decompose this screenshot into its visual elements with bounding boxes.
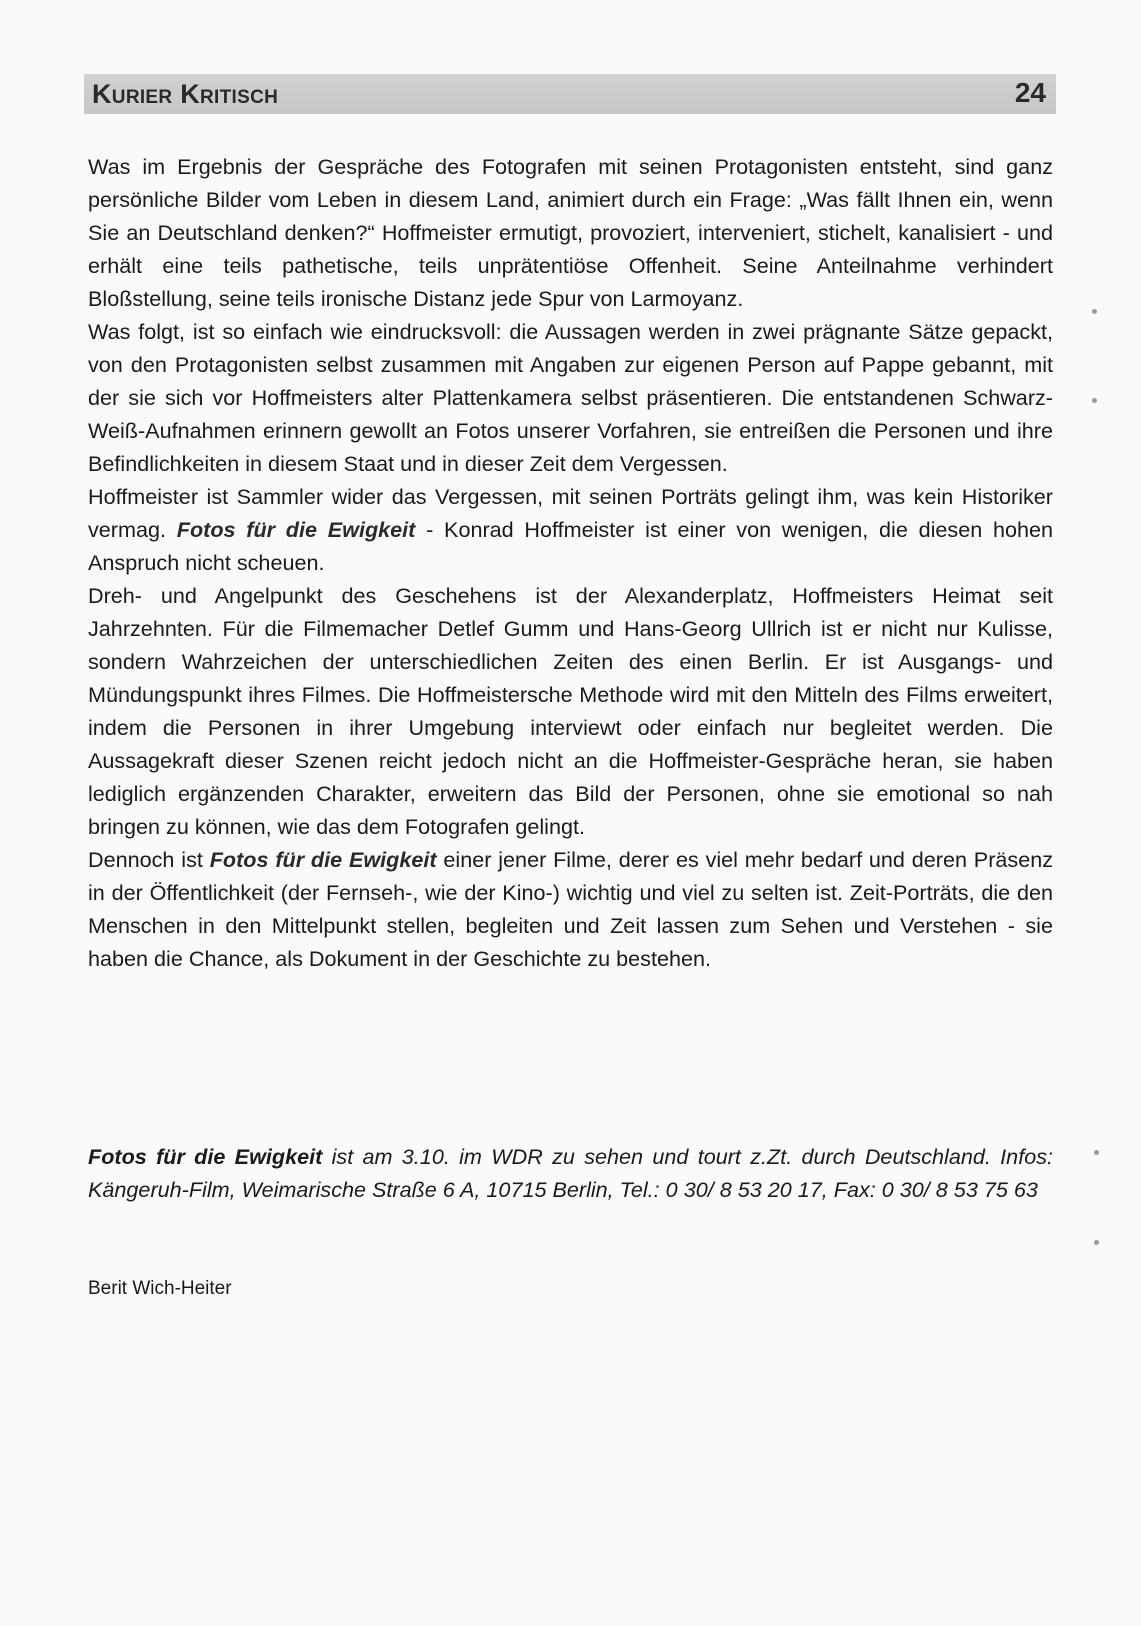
film-title: Fotos für die Ewigkeit bbox=[88, 1144, 323, 1169]
paragraph-1: Was im Ergebnis der Gespräche des Fotografen mit seinen Protagonisten entsteht, sind ganz persönliche Bilder vom Leben in diesem Land, animiert durch ein Frage: „Was fällt Ihnen ein, wenn Sie an Deutschland denken?“ Hoffmeister ermutigt, provoziert, interveniert, stichelt, kanalisiert - und erhält eine teils pathetische, teils unprätentiöse Offenheit. Seine Anteilnahme verhindert Bloßstellung, seine teils ironische Distanz jede Spur von Larmoyanz. bbox=[88, 154, 1053, 311]
scan-speck bbox=[1092, 309, 1097, 314]
film-title: Fotos für die Ewigkeit bbox=[176, 517, 416, 542]
page-number: 24 bbox=[1014, 77, 1046, 108]
author-byline: Berit Wich-Heiter bbox=[88, 1278, 232, 1299]
scan-speck bbox=[1094, 1240, 1099, 1245]
film-title: Fotos für die Ewigkeit bbox=[209, 847, 437, 872]
section-title: Kurier Kritisch bbox=[92, 79, 279, 109]
article-body bbox=[88, 150, 1053, 975]
scan-speck bbox=[1092, 398, 1097, 403]
paragraph-3-text-before: Hoffmeister ist Sammler wider das Vergessen, mit seinen Porträts gelingt ihm, was kein Historiker vermag. bbox=[88, 484, 1053, 542]
screening-info-text: ist am 3.10. im WDR zu sehen und tourt z.Zt. durch Deutschland. Infos: Kängeruh-Film, Weimarische Straße 6 A, 10715 Berlin, Tel.: 0 30/ 8 53 20 17, Fax: 0 30/ 8 53 75 63 bbox=[88, 1144, 1053, 1202]
paragraph-5-text-after: einer jener Filme, derer es viel mehr bedarf und deren Präsenz in der Öffentlichkeit (der Fernseh-, wie der Kino-) wichtig und viel zu selten ist. Zeit-Porträts, die den Menschen in den Mittelpunkt stellen, begleiten und Zeit lassen zum Sehen und Verstehen - sie haben die Chance, als Dokument in der Geschichte zu bestehen. bbox=[88, 847, 1054, 971]
paragraph-3 bbox=[88, 480, 1053, 579]
paragraph-2: Was folgt, ist so einfach wie eindrucksvoll: die Aussagen werden in zwei prägnante Sätze gepackt, von den Protagonisten selbst zusammen mit Angaben zur eigenen Person auf Pappe gebannt, mit der sie sich vor Hoffmeisters alter Plattenkamera selbst präsentieren. Die entstandenen Schwarz-Weiß-Aufnahmen erinnern gewollt an Fotos unserer Vorfahren, sie entreißen die Personen und ihre Befindlichkeiten in diesem Staat und in dieser Zeit dem Vergessen. bbox=[88, 319, 1053, 476]
scan-speck bbox=[1094, 1150, 1099, 1155]
paragraph-4: Dreh- und Angelpunkt des Geschehens ist der Alexanderplatz, Hoffmeisters Heimat seit Jahrzehnten. Für die Filmemacher Detlef Gumm und Hans-Georg Ullrich ist er nicht nur Kulisse, sondern Wahrzeichen der unterschiedlichen Zeiten des einen Berlin. Er ist Ausgangs- und Mündungspunkt ihres Filmes. Die Hoffmeistersche Methode wird mit den Mitteln des Films erweitert, indem die Personen in ihrer Umgebung interviewt oder einfach nur begleitet werden. Die Aussagekraft dieser Szenen reicht jedoch nicht an die Hoffmeister-Gespräche heran, sie haben lediglich ergänzenden Charakter, erweitern das Bild der Personen, ohne sie emotional so nah bringen zu können, wie das dem Fotografen gelingt. bbox=[88, 583, 1053, 839]
screening-info bbox=[88, 1140, 1053, 1206]
paragraph-5-text-before: Dennoch ist bbox=[88, 847, 203, 872]
section-header-bar bbox=[84, 74, 1056, 114]
paragraph-5 bbox=[88, 843, 1053, 975]
paragraph-3-text-after: - Konrad Hoffmeister ist einer von wenigen, die diesen hohen Anspruch nicht scheuen. bbox=[88, 517, 1053, 575]
